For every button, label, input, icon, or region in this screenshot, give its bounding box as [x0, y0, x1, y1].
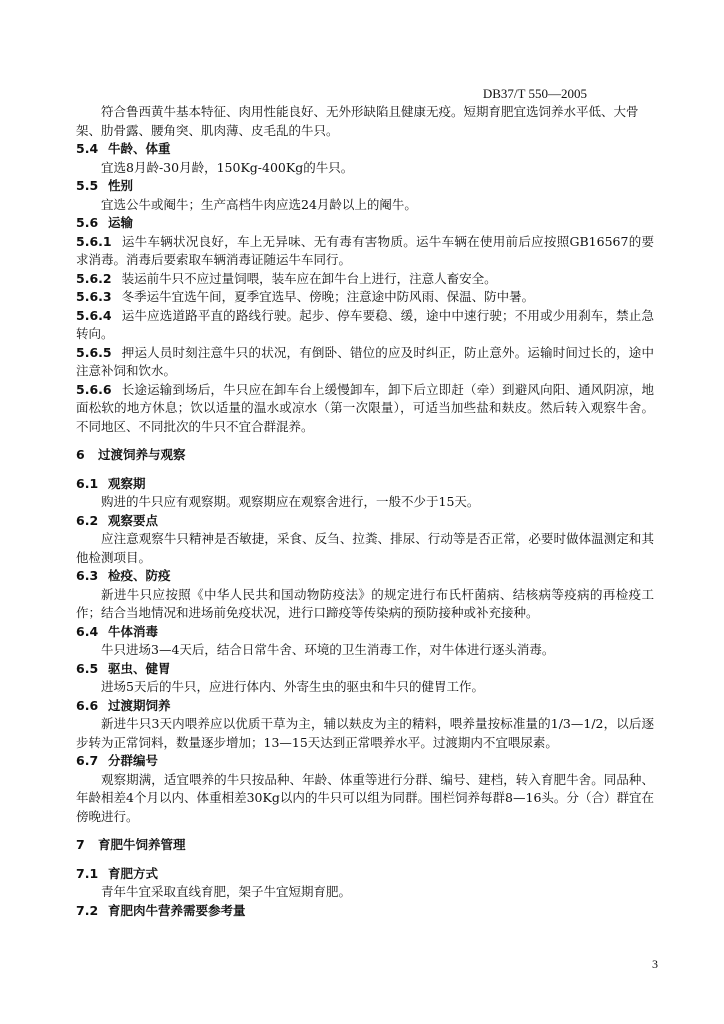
document-body	[76, 103, 654, 920]
subheading-7-1: 7.1 育肥方式	[76, 865, 159, 881]
paragraph-6-1: 购进的牛只应有观察期。观察期应在观察舍进行，一般不少于15天。	[101, 494, 480, 509]
clause-5-6-5: 5.6.5 押运人员时刻注意牛只的状况，有倒卧、错位的应及时纠正，防止意外。运输时间过长的，途中注意补饲和饮水。	[76, 344, 654, 378]
clause-5-6-6: 5.6.6 长途运输到场后，牛只应在卸车台上缓慢卸车，卸下后立即赶（牵）到避风向阳、通风阴凉，地面松软的地方休息；饮以适量的温水或凉水（第一次限量），可适当加些盐和麸皮。然后转入观察牛舍。不同地区、不同批次的牛只不宜合群混养。	[76, 381, 654, 434]
subheading-6-2: 6.2 观察要点	[76, 512, 159, 528]
subheading-7-2: 7.2 育肥肉牛营养需要参考量	[76, 902, 246, 918]
paragraph-5-4: 宜选8月龄-30月龄，150Kg-400Kg的牛只。	[101, 159, 354, 175]
clause-5-6-4: 5.6.4 运牛应选道路平直的路线行驶。起步、停车要稳、缓，途中中速行驶；不用或少用刹车，禁止急转向。	[76, 307, 654, 341]
standard-code: DB37/T 550—2005	[482, 86, 587, 101]
subheading-5-5: 5.5 性别	[76, 178, 134, 193]
paragraph-6-5: 进场5天后的牛只，应进行体内、外寄生虫的驱虫和牛只的健胃工作。	[101, 679, 484, 694]
paragraph-6-3: 新进牛只应按照《中华人民共和国动物防疫法》的规定进行布氏杆菌病、结核病等疫病的再检疫工作；结合当地情况和进场前免疫状况，进行口蹄疫等传染病的预防接种或补充接种。	[76, 586, 654, 620]
paragraph-line: 符合鲁西黄牛基本特征、肉用性能良好、无外形缺陷且健康无疫。短期育肥宜选饲养水平低、大骨	[101, 104, 639, 119]
subheading-6-5: 6.5 驱虫、健胃	[76, 660, 171, 676]
section-heading-7: 7 育肥牛饲养管理	[76, 837, 186, 852]
clause-5-6-2: 5.6.2 装运前牛只不应过量饲喂，装车应在卸牛台上进行，注意人畜安全。	[76, 270, 497, 286]
paragraph-line: 架、肋骨露、腰角突、肌肉薄、皮毛乱的牛只。	[76, 122, 339, 138]
paragraph-6-6: 新进牛只3天内喂养应以优质干草为主，辅以麸皮为主的精料，喂养量按标准量的1/3—1/2，以后逐步转为正常饲料，数量逐步增加；13—15天达到正常喂养水平。过渡期内不宜喂尿素。	[76, 716, 654, 750]
paragraph-6-4: 牛只进场3—4天后，结合日常牛舍、环境的卫生消毒工作，对牛体进行逐头消毒。	[101, 642, 555, 657]
subheading-6-7: 6.7 分群编号	[76, 753, 159, 768]
subheading-6-3: 6.3 检疫、防疫	[76, 568, 171, 583]
subheading-6-1: 6.1 观察期	[76, 475, 146, 491]
section-heading-6: 6 过渡饲养与观察	[76, 447, 186, 462]
subheading-6-6: 6.6 过渡期饲养	[76, 697, 171, 713]
page-number: 3	[652, 957, 658, 971]
paragraph-5-5: 宜选公牛或阉牛；生产高档牛肉应选24月龄以上的阉牛。	[101, 196, 417, 212]
subheading-5-4: 5.4 牛龄、体重	[76, 141, 171, 156]
clause-5-6-3: 5.6.3 冬季运牛宜选午间，夏季宜选早、傍晚；注意途中防风雨、保温、防中暑。	[76, 289, 535, 304]
paragraph-6-7: 观察期满，适宜喂养的牛只按品种、年龄、体重等进行分群、编号、建档，转入育肥牛舍。同品种、年龄相差4个月以内、体重相差30Kg以内的牛只可以组为同群。围栏饲养每群8—16头。分（合）群宜在傍晚进行。	[76, 771, 654, 824]
clause-5-6-1: 5.6.1 运牛车辆状况良好，车上无异味、无有毒有害物质。运牛车辆在使用前后应按照GB16567的要求消毒。消毒后要索取车辆消毒证随运牛车同行。	[76, 233, 654, 267]
paragraph-6-2: 应注意观察牛只精神是否敏捷，采食、反刍、拉粪、排尿、行动等是否正常，必要时做体温测定和其他检测项目。	[76, 531, 654, 565]
paragraph-7-1: 青年牛宜采取直线育肥，架子牛宜短期育肥。	[101, 884, 352, 899]
subheading-5-6: 5.6 运输	[76, 215, 134, 230]
subheading-6-4: 6.4 牛体消毒	[76, 623, 159, 639]
